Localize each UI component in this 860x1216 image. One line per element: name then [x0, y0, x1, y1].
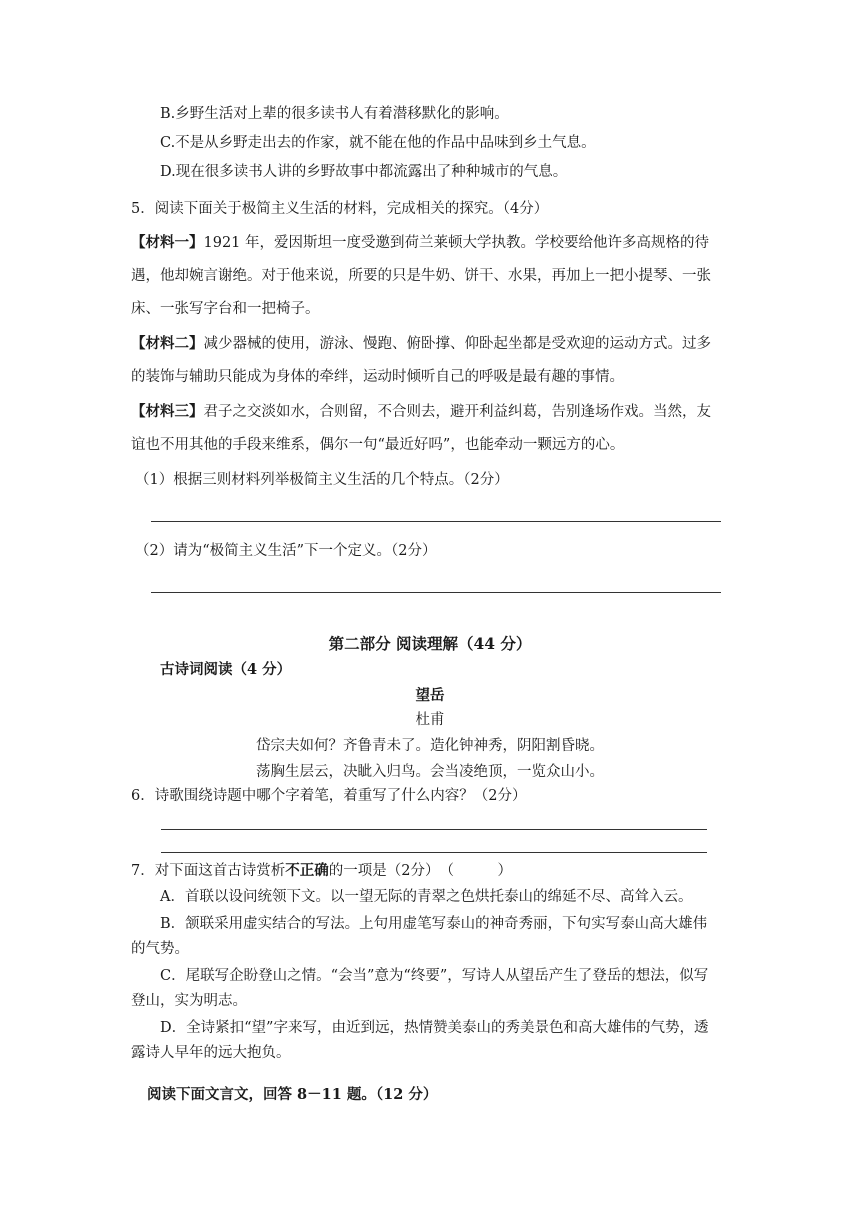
q7-option-d-line1: D．全诗紧扣“望”字来写，由近到远，热情赞美泰山的秀美景色和高大雄伟的气势，透 [160, 1020, 709, 1036]
q7-option-a: A．首联以设问统领下文。以一望无际的青翠之色烘托泰山的绵延不尽、高耸入云。 [160, 889, 693, 905]
poetry-heading: 古诗词阅读（4 分） [160, 661, 292, 678]
answer-line-q6-1[interactable] [161, 829, 707, 830]
material-3-line1: 君子之交淡如水，合则留，不合则去，避开利益纠葛，告别逢场作戏。当然，友 [203, 404, 711, 420]
material-2 [131, 334, 711, 354]
material-1-tag: 【材料一】 [131, 234, 204, 251]
q7-stem-emphasis: 不正确 [285, 862, 329, 879]
poem-author: 杜甫 [415, 712, 445, 728]
material-1 [131, 233, 709, 253]
q7-option-b-line2: 的气势。 [131, 941, 189, 957]
q7-option-c-line2: 登山，实为明志。 [131, 993, 247, 1009]
material-3-tag: 【材料三】 [131, 403, 204, 420]
q4-option-b: B.乡野生活对上辈的很多读书人有着潜移默化的影响。 [160, 106, 509, 122]
q6-stem: 6．诗歌围绕诗题中哪个字着笔，着重写了什么内容？（2分） [131, 788, 527, 804]
q4-option-d: D.现在很多读书人讲的乡野故事中都流露出了种种城市的气息。 [160, 164, 568, 180]
material-3 [131, 402, 711, 422]
q5-sub1: （1）根据三则材料列举极简主义生活的几个特点。（2分） [135, 472, 509, 488]
answer-line-q6-2[interactable] [161, 852, 707, 853]
q7-option-b-line1: B．颔联采用虚实结合的写法。上句用虚笔写泰山的神奇秀丽，下句实写泰山高大雄伟 [160, 916, 708, 932]
q5-sub2: （2）请为“极简主义生活”下一个定义。（2分） [135, 543, 437, 559]
q7-stem-part1: 7．对下面这首古诗赏析 [131, 863, 286, 879]
poem-title: 望岳 [415, 687, 445, 704]
poem-line-1: 岱宗夫如何？齐鲁青未了。造化钟神秀，阴阳割昏晓。 [256, 738, 604, 754]
material-2-line2: 的装饰与辅助只能成为身体的牵绊，运动时倾听自己的呼吸是最有趣的事情。 [131, 369, 624, 385]
material-2-tag: 【材料二】 [131, 335, 204, 352]
answer-line-q5-1[interactable] [151, 521, 721, 522]
material-1-line1: 1921 年，爱因斯坦一度受邀到荷兰莱顿大学执教。学校要给他许多高规格的待 [203, 235, 710, 251]
part2-heading: 第二部分 阅读理解（44 分） [328, 634, 532, 653]
q7-stem-part2: 的一项是（2分） （ ） [328, 863, 512, 879]
q7-option-d-line2: 露诗人早年的远大抱负。 [131, 1045, 291, 1061]
answer-line-q5-2[interactable] [151, 592, 721, 593]
q7-option-c-line1: C．尾联写企盼登山之情。“会当”意为“终要”，写诗人从望岳产生了登岳的想法，似写 [160, 968, 709, 984]
material-1-line3: 床、一张写字台和一把椅子。 [131, 301, 320, 317]
material-1-line2: 遇，他却婉言谢绝。对于他来说，所要的只是牛奶、饼干、水果，再加上一把小提琴、一张 [131, 268, 711, 284]
q4-option-c: C.不是从乡野走出去的作家，就不能在他的作品中品味到乡土气息。 [160, 135, 596, 151]
material-2-line1: 减少器械的使用，游泳、慢跑、俯卧撑、仰卧起坐都是受欢迎的运动方式。过多 [203, 336, 711, 352]
poem-line-2: 荡胸生层云，决眦入归鸟。会当凌绝顶，一览众山小。 [256, 764, 604, 780]
q5-stem: 5．阅读下面关于极简主义生活的材料，完成相关的探究。（4分） [131, 201, 549, 217]
q8-stem: 阅读下面文言文，回答 8－11 题。（12 分） [147, 1086, 438, 1103]
material-3-line2: 谊也不用其他的手段来维系，偶尔一句“最近好吗”，也能牵动一颗远方的心。 [131, 437, 625, 453]
q7-stem [131, 861, 512, 881]
